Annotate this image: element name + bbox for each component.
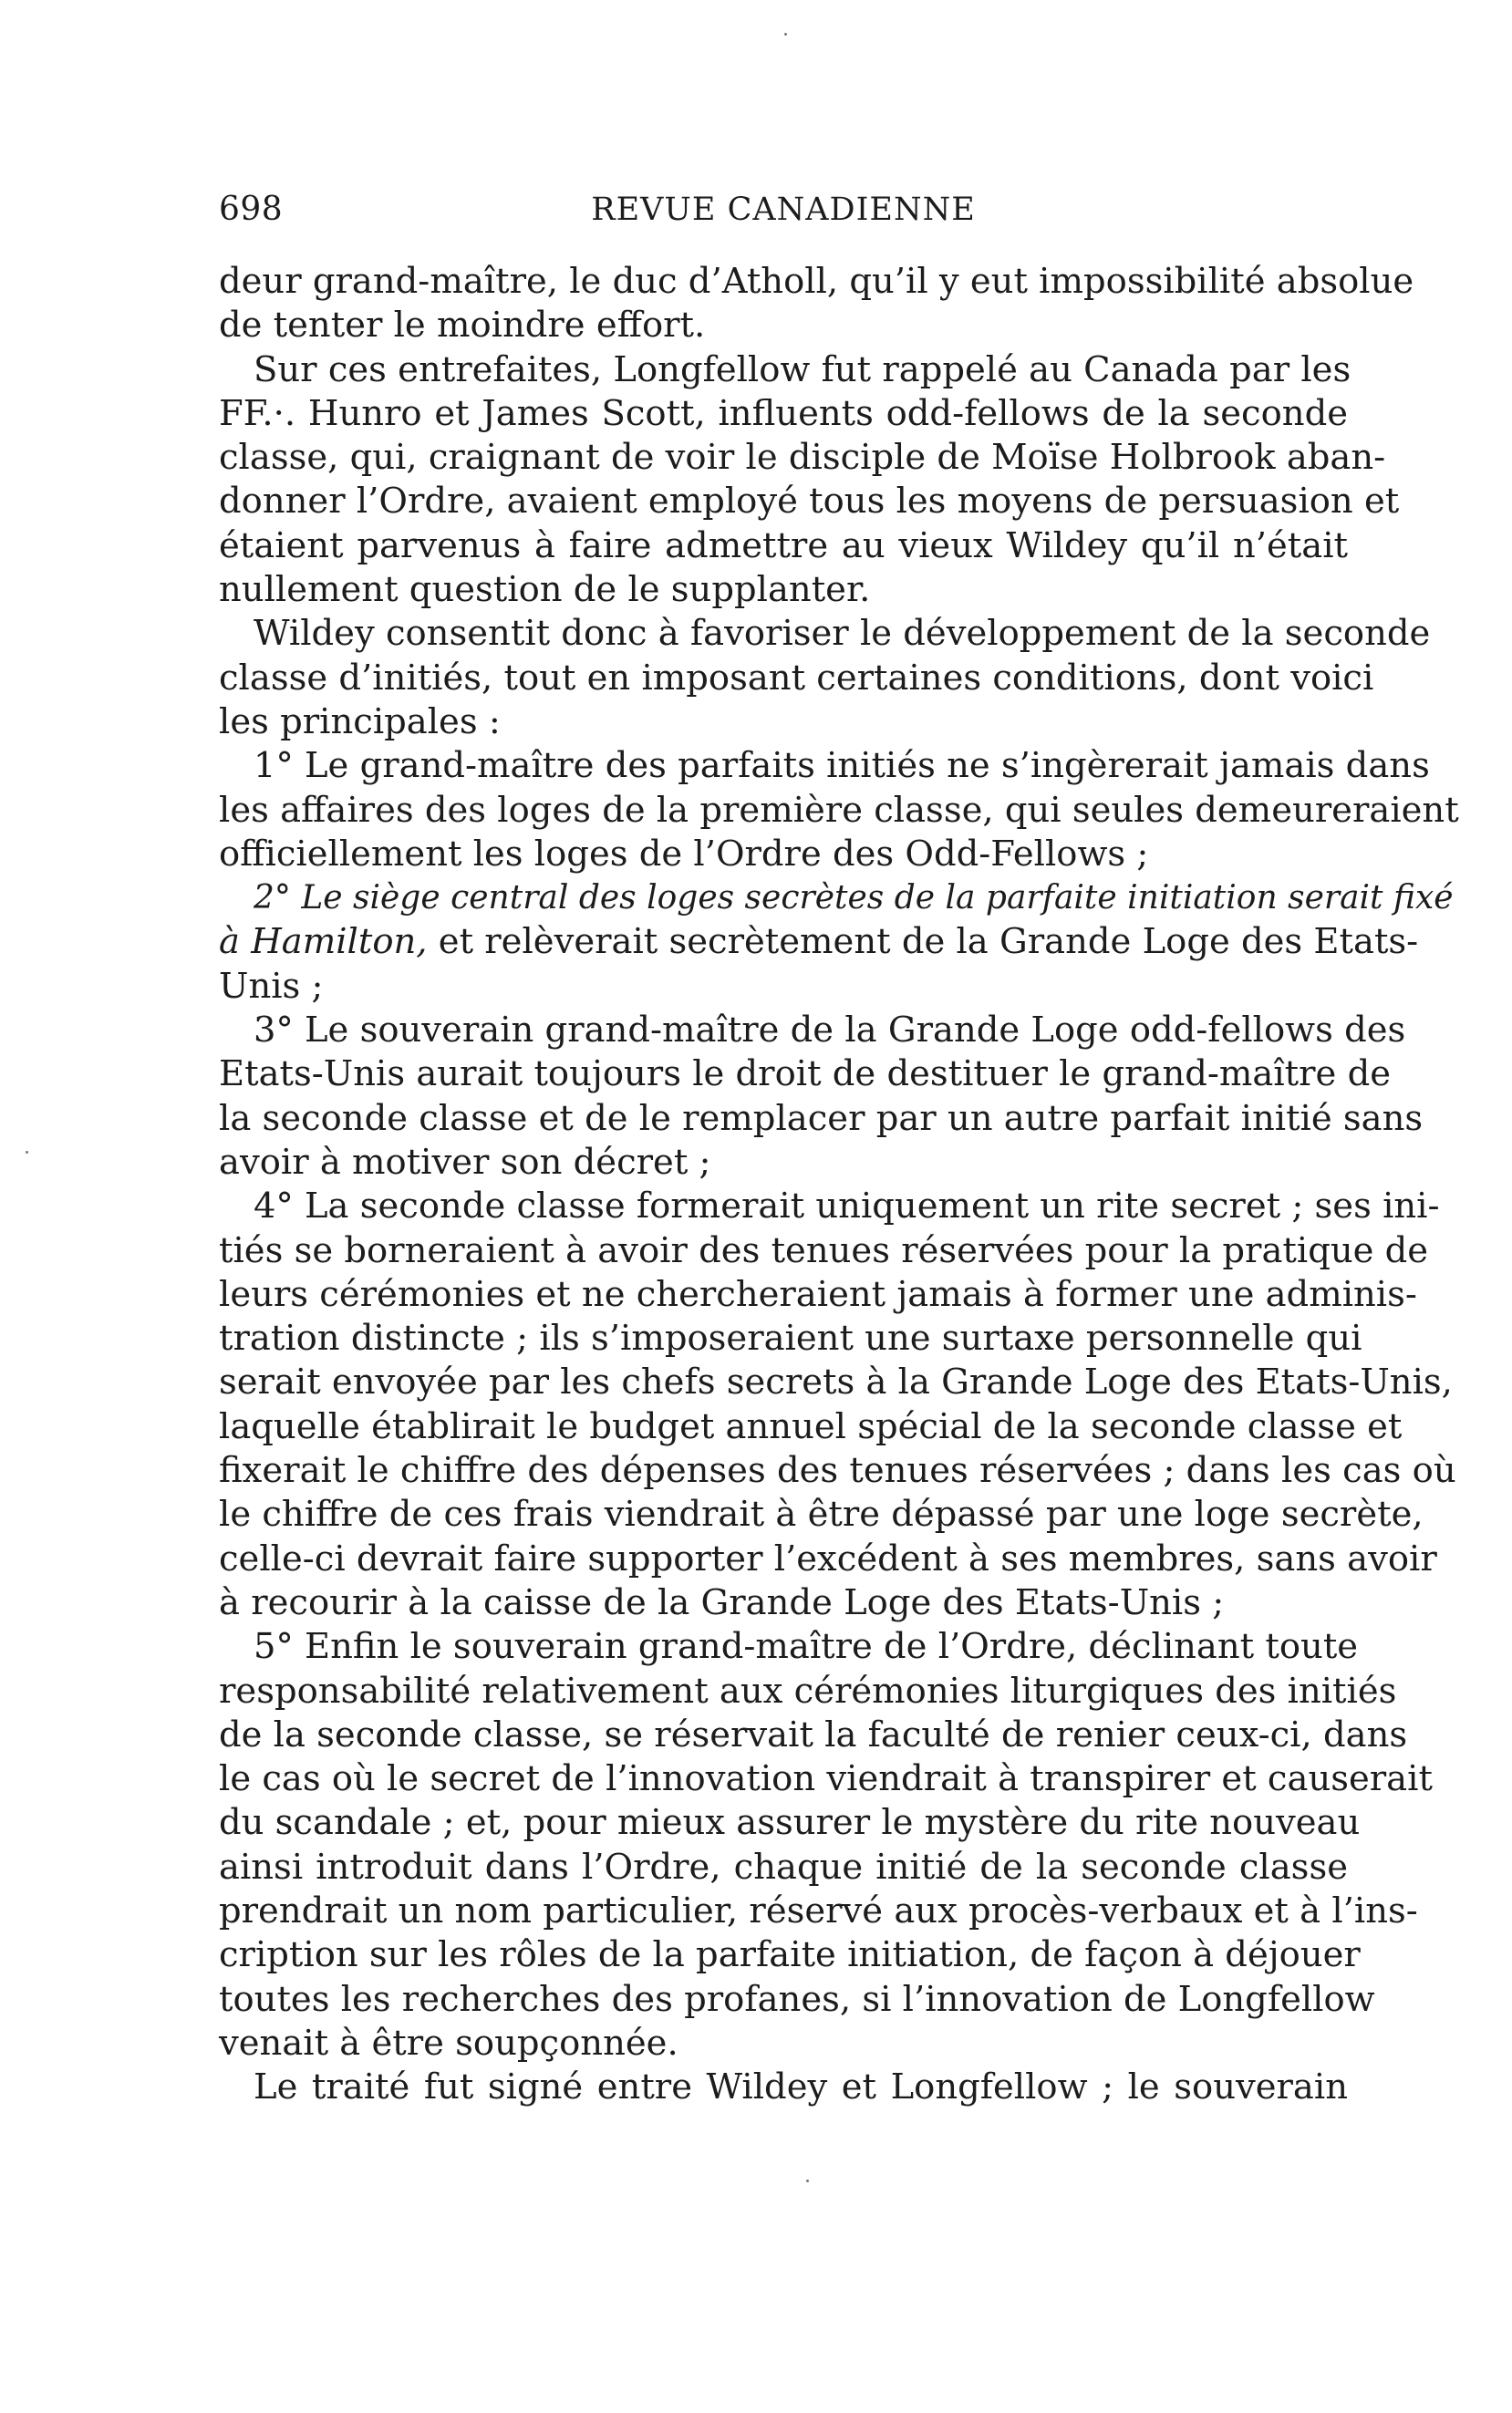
text-line: deur grand-maître, le duc d’Atholl, qu’il y eut impossibilité absolue <box>219 261 1414 302</box>
text-line: cription sur les rôles de la parfaite initiation, de façon à déjouer <box>219 1934 1361 1976</box>
text-line: les principales : <box>219 700 501 742</box>
condition-5 <box>219 1625 1433 2066</box>
text-line: toutes les recherches des profanes, si l’innovation de Longfellow <box>219 1978 1375 2020</box>
text-line: du scandale ; et, pour mieux assurer le mystère du rite nouveau <box>219 1802 1361 1844</box>
text-line: Wildey consentit donc à favoriser le développement de la seconde <box>254 613 1431 655</box>
text-line: prendrait un nom particulier, réservé aux procès-verbaux et à l’ins- <box>219 1890 1418 1931</box>
italic-place-name: à Hamilton, <box>219 921 428 963</box>
text-line: tration distincte ; ils s’imposeraient une surtaxe personnelle qui <box>219 1318 1362 1360</box>
text-line: 1° Le grand-maître des parfaits initiés ne s’ingèrerait jamais dans <box>254 745 1430 787</box>
text-line: venait à être soupçonnée. <box>219 2022 678 2064</box>
text-line <box>219 920 1419 964</box>
text-line: Etats-Unis aurait toujours le droit de destituer le grand-maître de <box>219 1053 1392 1095</box>
text-run: et relèverait secrètement de la Grande Loge des Etats- <box>427 921 1419 963</box>
text-line: donner l’Ordre, avaient employé tous les moyens de persuasion et <box>219 481 1400 523</box>
text-line: les affaires des loges de la première classe, qui seules demeureraient <box>219 789 1459 831</box>
text-line: le cas où le secret de l’innovation viendrait à transpirer et causerait <box>219 1758 1433 1800</box>
text-line: fixerait le chiffre des dépenses des tenues réservées ; dans les cas où <box>219 1450 1456 1492</box>
text-line: tiés se borneraient à avoir des tenues réservées pour la pratique de <box>219 1229 1429 1271</box>
text-line: de tenter le moindre effort. <box>219 305 706 347</box>
paragraph-3 <box>219 612 1431 744</box>
text-line: à recourir à la caisse de la Grande Loge des Etats-Unis ; <box>219 1581 1225 1623</box>
text-line: classe d’initiés, tout en imposant certaines conditions, dont voici <box>219 657 1374 699</box>
text-line: Unis ; <box>219 965 324 1007</box>
text-line: 4° La seconde classe formerait uniquement un rite secret ; ses ini- <box>254 1186 1440 1227</box>
text-line-italic: 2° Le siège central des loges secrètes de la parfaite initiation serait fixé <box>254 879 1454 917</box>
text-line: responsabilité relativement aux cérémonies liturgiques des initiés <box>219 1670 1397 1712</box>
text-line: serait envoyée par les chefs secrets à la Grande Loge des Etats-Unis, <box>219 1362 1453 1403</box>
text-line: avoir à motiver son décret ; <box>219 1141 711 1183</box>
scan-speck <box>26 1151 28 1154</box>
text-line: Sur ces entrefaites, Longfellow fut rappelé au Canada par les <box>254 348 1351 390</box>
text-line: celle-ci devrait faire supporter l’excédent à ses membres, sans avoir <box>219 1538 1437 1579</box>
scan-speck <box>784 33 787 36</box>
body-text <box>219 260 1459 2109</box>
text-line: étaient parvenus à faire admettre au vieux Wildey qu’il n’était <box>219 524 1348 566</box>
text-line: nullement question de le supplanter. <box>219 569 871 611</box>
text-line: le chiffre de ces frais viendrait à être dépassé par une loge secrète, <box>219 1494 1424 1536</box>
text-line: ainsi introduit dans l’Ordre, chaque initié de la seconde classe <box>219 1846 1348 1888</box>
text-line: Le traité fut signé entre Wildey et Longfellow ; le souverain <box>254 2066 1348 2108</box>
page-number: 698 <box>219 191 284 228</box>
paragraph-1 <box>219 260 1414 348</box>
paragraph-final <box>219 2066 1348 2109</box>
condition-1 <box>219 744 1459 876</box>
condition-4 <box>219 1185 1456 1625</box>
text-line: 3° Le souverain grand-maître de la Grande Loge odd-fellows des <box>254 1010 1406 1051</box>
condition-3 <box>219 1009 1424 1185</box>
text-line: 5° Enfin le souverain grand-maître de l’Ordre, déclinant toute <box>254 1626 1359 1668</box>
text-line: de la seconde classe, se réservait la faculté de renier ceux-ci, dans <box>219 1714 1408 1755</box>
text-line: laquelle établirait le budget annuel spécial de la seconde classe et <box>219 1405 1403 1447</box>
text-line: classe, qui, craignant de voir le disciple de Moïse Holbrook aban- <box>219 437 1386 479</box>
text-line: FF.·. Hunro et James Scott, influents odd-fellows de la seconde <box>219 392 1348 434</box>
text-line: officiellement les loges de l’Ordre des Odd-Fellows ; <box>219 833 1149 875</box>
running-head: REVUE CANADIENNE <box>591 192 976 228</box>
page-header <box>219 182 1348 237</box>
condition-2 <box>219 876 1454 1009</box>
paragraph-2 <box>219 348 1400 613</box>
scan-speck <box>806 2180 809 2182</box>
text-line: la seconde classe et de le remplacer par un autre parfait initié sans <box>219 1097 1424 1139</box>
text-line: leurs cérémonies et ne chercheraient jamais à former une adminis- <box>219 1273 1417 1315</box>
